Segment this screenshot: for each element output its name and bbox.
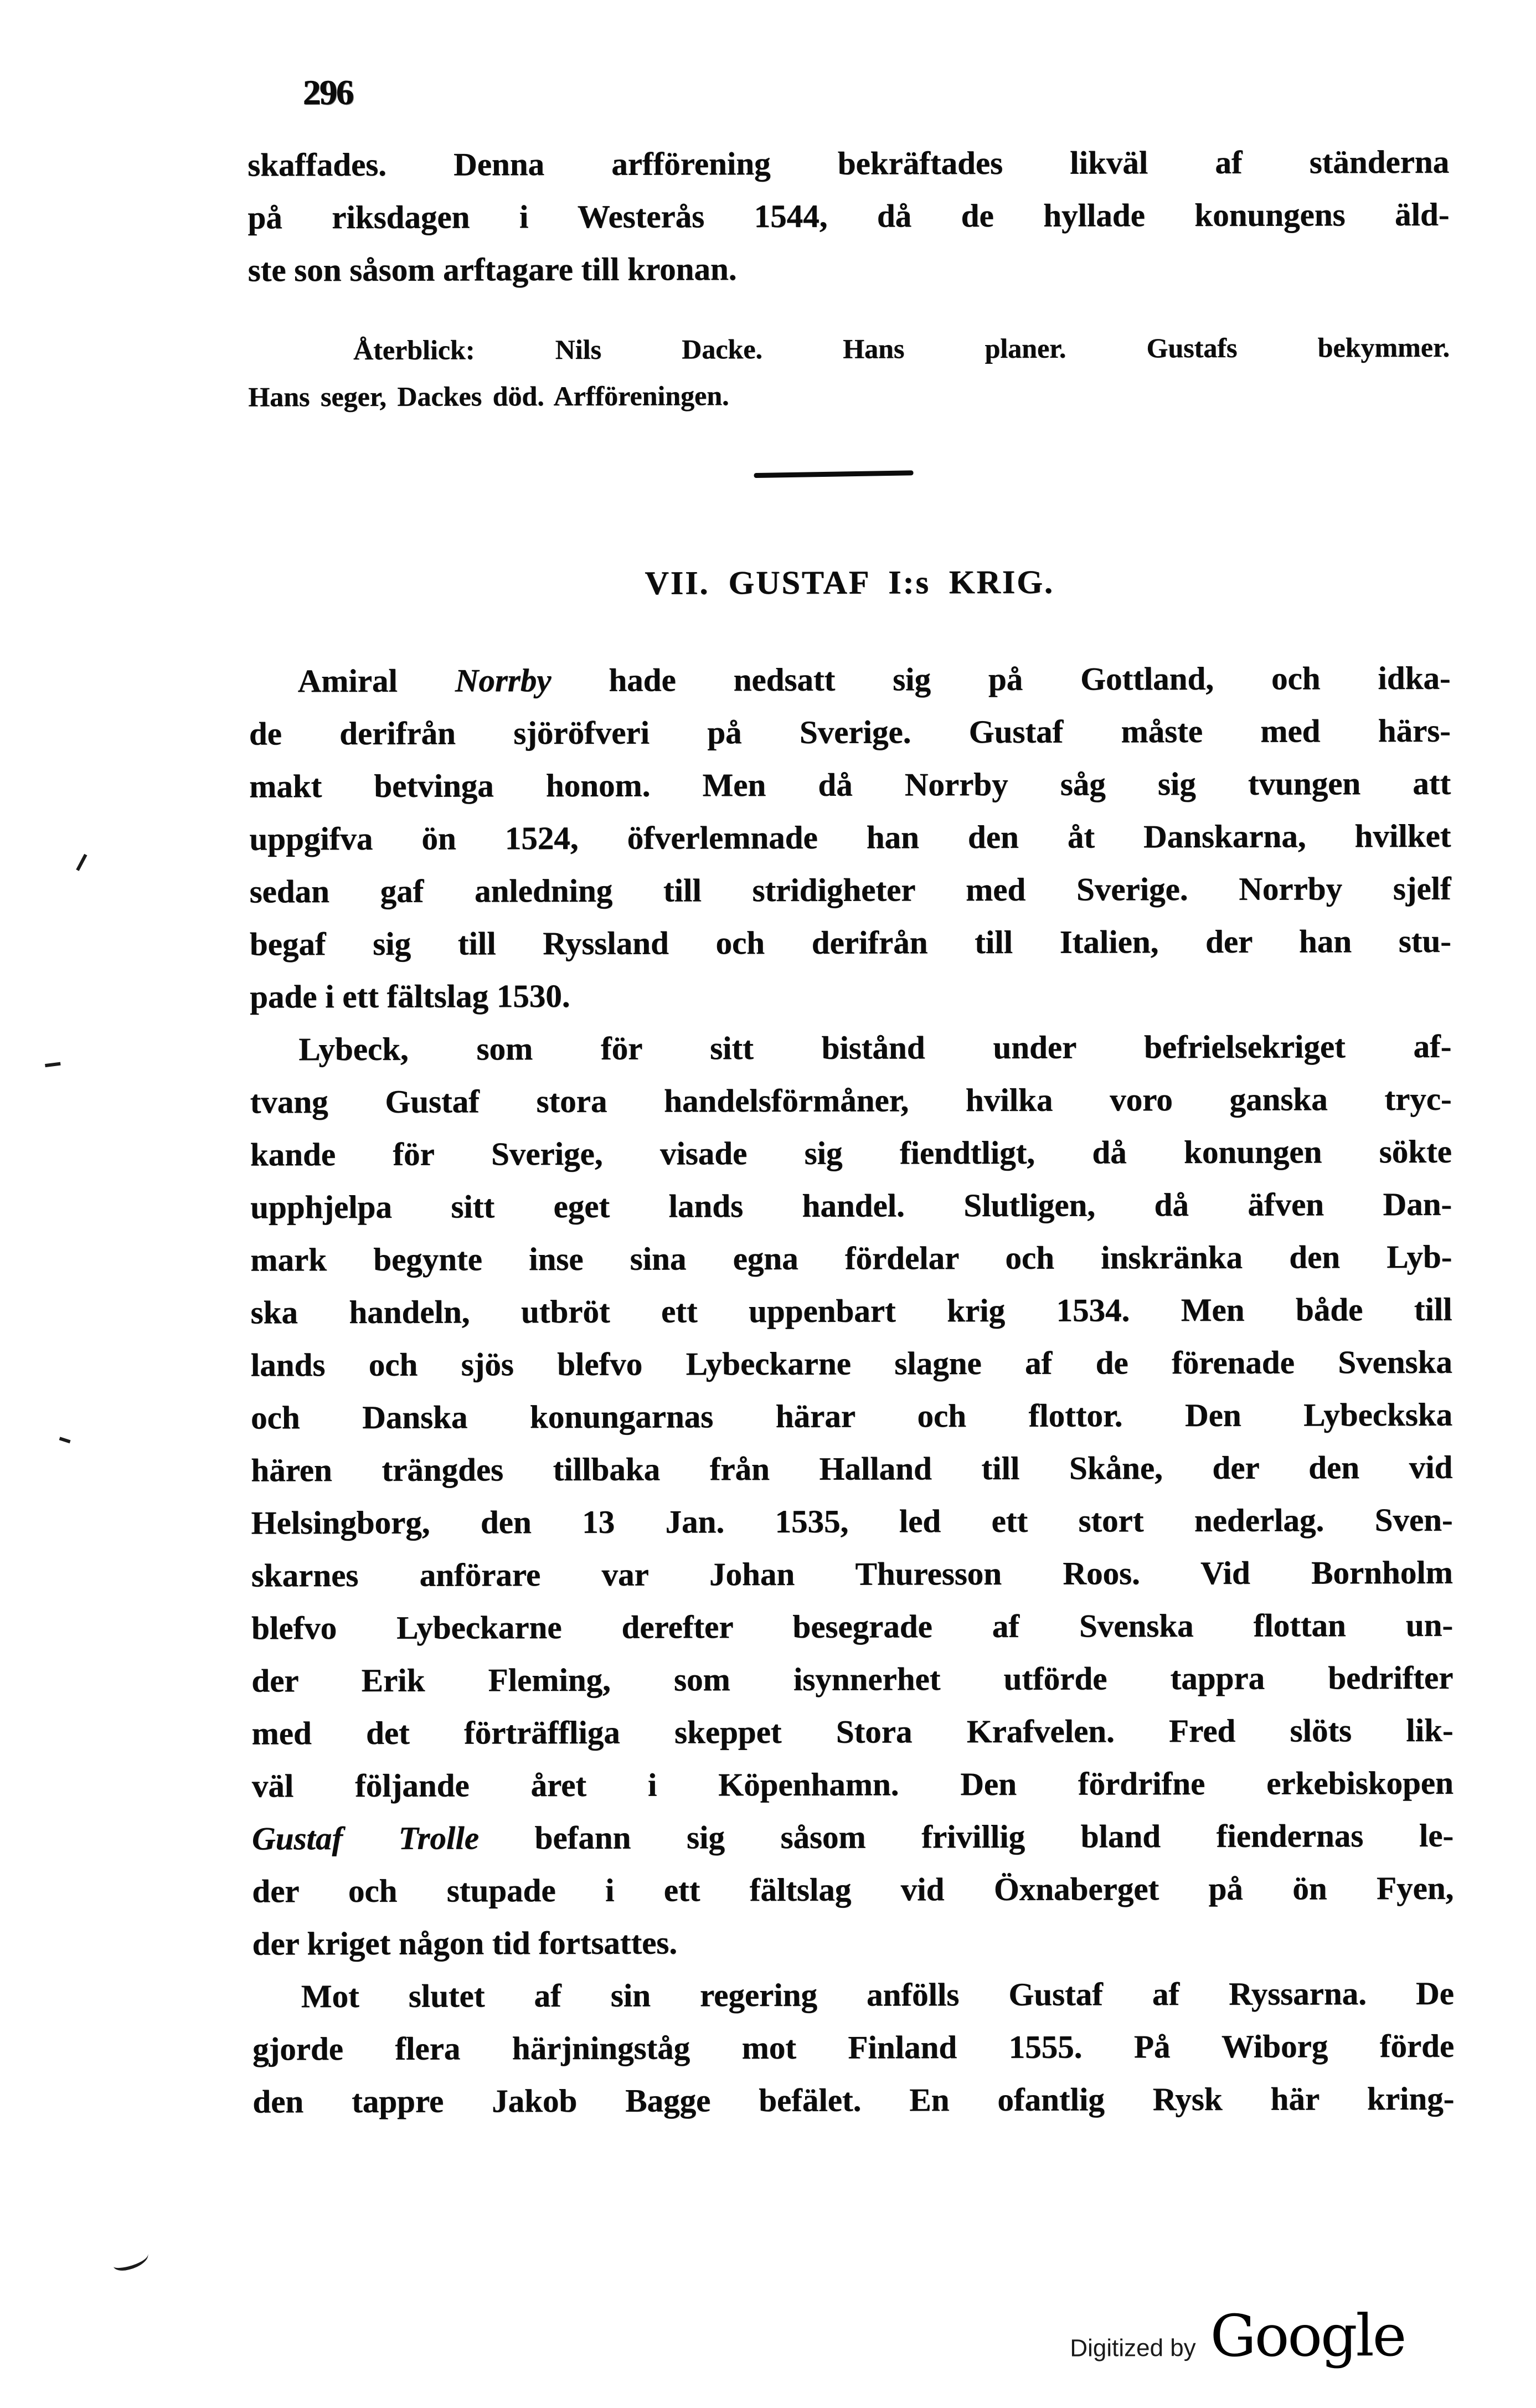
text-line: upphjelpa sitt eget lands handel. Slutligen, då äfven Dan- xyxy=(250,1185,1452,1226)
text-line: och Danska konungarnas härar och flottor. Den Lybeckska xyxy=(250,1396,1453,1436)
text-line: de derifrån sjöröfveri på Sverige. Gustaf måste med härs- xyxy=(249,712,1451,752)
text-line: der kriget någon tid fortsattes. xyxy=(252,1924,678,1962)
section-divider-rule xyxy=(754,470,913,478)
google-logo: Google xyxy=(1210,2301,1405,2370)
intro-paragraph xyxy=(248,136,1450,297)
paragraph-lybeck-war xyxy=(250,1020,1453,1970)
text-line: med det förträffliga skeppet Stora Krafvelen. Fred slöts lik- xyxy=(251,1711,1453,1752)
text-line: skaffades. Denna arfförening bekräftades likväl af ständerna xyxy=(247,143,1450,183)
text-line: makt betvinga honom. Men då Norrby såg sig tvungen att xyxy=(249,764,1451,805)
text-line: ska handeln, utbröt ett uppenbart krig 1534. Men både till xyxy=(250,1290,1452,1331)
text-line: mark begynte inse sina egna fördelar och inskränka den Lyb- xyxy=(250,1238,1452,1278)
text-line: skarnes anförare var Johan Thuresson Roos. Vid Bornholm xyxy=(251,1553,1453,1594)
text-line: der Erik Fleming, som isynnerhet utförde tappra bedrifter xyxy=(251,1659,1453,1699)
digitization-footer xyxy=(1070,2301,1405,2370)
margin-tick-artifact xyxy=(59,1437,71,1443)
text-line: gjorde flera härjningståg mot Finland 1555. På Wiborg förde xyxy=(252,2027,1455,2067)
text-line: lands och sjös blefvo Lybeckarne slagne af de förenade Svenska xyxy=(250,1343,1452,1383)
text-line: hären trängdes tillbaka från Halland till Skåne, der den vid xyxy=(251,1448,1453,1489)
text-line: sedan gaf anledning till stridigheter med Sverige. Norrby sjelf xyxy=(249,869,1451,910)
text-line: ste son såsom arftagare till kronan. xyxy=(248,250,737,289)
text-line: Hans seger, Dackes död. Arfföreningen. xyxy=(248,380,729,413)
text-line: Mot slutet af sin regering anfölls Gustaf af Ryssarna. De xyxy=(301,1974,1454,2015)
text-line: blefvo Lybeckarne derefter besegrade af Svenska flottan un- xyxy=(251,1606,1453,1647)
text-line: der och stupade i ett fältslag vid Öxnaberget på ön Fyen, xyxy=(252,1869,1454,1910)
margin-slash-artifact xyxy=(76,854,87,871)
text-line: Amiral Norrby hade nedsatt sig på Gottland, och idka- xyxy=(297,659,1451,699)
text-line: kande för Sverige, visade sig fiendtligt, då konungen sökte xyxy=(250,1133,1452,1173)
chapter-recap xyxy=(248,324,1450,420)
text-line: Lybeck, som för sitt bistånd under befrielsekriget af- xyxy=(298,1027,1452,1068)
text-line: den tappre Jakob Bagge befälet. En ofantlig Rysk här kring- xyxy=(252,2080,1455,2120)
text-line: väl följande året i Köpenhamn. Den fördrifne erkebiskopen xyxy=(251,1764,1453,1804)
main-text xyxy=(249,652,1454,2128)
digitized-by-label: Digitized by xyxy=(1070,2334,1196,2362)
text-line: Helsingborg, den 13 Jan. 1535, led ett stort nederlag. Sven- xyxy=(251,1501,1453,1541)
text-line: pade i ett fältslag 1530. xyxy=(249,977,570,1015)
paragraph-norrby xyxy=(249,652,1451,1023)
text-line: på riksdagen i Westerås 1544, då de hyllade konungens äld- xyxy=(248,195,1450,236)
text-line: Gustaf Trolle befann sig såsom frivillig bland fiendernas le- xyxy=(251,1817,1454,1857)
page-number: 296 xyxy=(302,72,353,112)
chapter-heading: VII. GUSTAF I:s KRIG. xyxy=(645,563,1054,601)
text-line: begaf sig till Ryssland och derifrån till Italien, der han stu- xyxy=(249,922,1451,963)
paragraph-russian-war xyxy=(252,1967,1455,2128)
text-line: uppgifva ön 1524, öfverlemnade han den åt Danskarna, hvilket xyxy=(249,817,1451,857)
margin-dash-artifact xyxy=(45,1062,61,1067)
pen-squiggle-artifact xyxy=(111,2247,151,2273)
text-line: Återblick: Nils Dacke. Hans planer. Gustafs bekymmer. xyxy=(353,331,1450,366)
text-line: tvang Gustaf stora handelsförmåner, hvilka voro ganska tryc- xyxy=(250,1080,1452,1120)
